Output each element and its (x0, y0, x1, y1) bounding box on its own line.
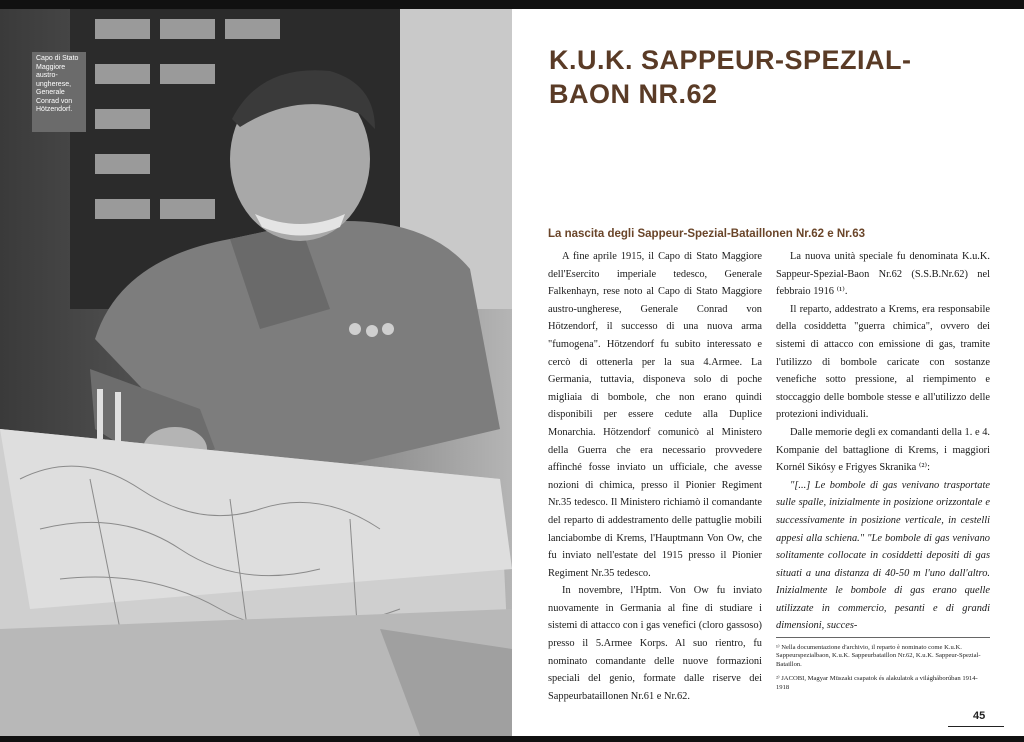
photo-general-at-map-table (0, 9, 512, 736)
paragraph: A fine aprile 1915, il Capo di Stato Maggiore dell'Esercito imperiale tedesco, Generale Falkenhayn, rese noto al Capo di Stato Maggiore austro-ungherese, Generale Conrad von Hötzendorf, il successo di una nuova arma "fumogena". Hötzendorf fu subito interessato e cercò di ottenerla per la sua 4.Armee. La Germania, tuttavia, disponeva solo di poche migliaia di bombole, che non erano quindi disponibili per essere cedute alla Duplice Monarchia. Hötzendorf comunicò al Ministero della Guerra che era necessario provvedere affinché fosse inviato un ufficiale, che avesse nozioni di chimica, presso il Pionier Regiment Nr.35 tedesco. Il Ministero richiamò il comandante del reparto di addestramento delle pattuglie mobili lanciabombe di Krems, l'Hauptmann Von Ow, che fu inviato nell'estate del 1915 presso il Pionier Regiment Nr.35 tedesco. (548, 251, 762, 579)
text-page (512, 9, 1024, 736)
footnotes (776, 637, 990, 698)
photo-caption: Capo di Stato Maggiore austro-ungherese, Generale Conrad von Hötzendorf. (32, 52, 86, 132)
section-subtitle: La nascita degli Sappeur-Spezial-Bataillonen Nr.62 e Nr.63 (548, 228, 865, 240)
paragraph: Il reparto, addestrato a Krems, era responsabile della cosiddetta "guerra chimica", ovvero dei sistemi di attacco con emissione di gas, tramite l'utilizzo di bombole caricate con sostanze venefiche sotto pressione, al riempimento e stoccaggio delle bombole stesse e all'utilizzo delle protezioni individuali. (776, 303, 990, 421)
page-title: K.U.K. SAPPEUR-SPEZIAL-BAON NR.62 (549, 45, 912, 109)
footnote: ¹⁾ Nella documentazione d'archivio, il reparto è nominato come K.u.K. Sappeurspezialbaon, K.u.K. Sappeurbataillon Nr.62, K.u.K. Sappeur-Spezial-Bataillon. (776, 644, 981, 668)
paragraph: Dalle memorie degli ex comandanti della 1. e 4. Kompanie del battaglione di Krems, i maggiori Kornél Sikósy e Frigyes Skranika ⁽²⁾: (776, 426, 990, 474)
footnote-divider (776, 637, 990, 638)
page-number-rule (948, 726, 1004, 727)
text-column-right (776, 248, 990, 635)
paragraph: La nuova unità speciale fu denominata K.u.K. Sappeur-Spezial-Baon Nr.62 (S.S.B.Nr.62) nel febbraio 1916 ⁽¹⁾. (776, 251, 990, 298)
page-number: 45 (973, 710, 986, 722)
text-column-left (548, 248, 762, 705)
top-border (0, 0, 1024, 9)
quote-paragraph: "[...] Le bombole di gas venivano trasportate sulle spalle, inizialmente in posizione orizzontale e successivamente in posizione verticale, in cestelli appesi alla schiena." "Le bombole di gas venivano solitamente collocate in cosiddetti depositi di gas situati a una distanza di 40-50 m l'uno dall'altro. Inizialmente le bombole di gas erano quelle utilizzate in commercio, pesanti e di grandi dimensioni, succes- (776, 479, 990, 632)
footnote: ²⁾ JACOBI, Magyar Müszaki csapatok és alakulatok a világháborúban 1914-1918 (776, 675, 978, 691)
paragraph: In novembre, l'Hptm. Von Ow fu inviato nuovamente in Germania al fine di studiare i sistemi di attacco con i gas venefici (cloro gassoso) presso il 5.Armee Korps. Al suo rientro, fu nominato comandante delle nuove formazioni speciali del genio, formate dalle riserve dei Sappeurbataillonen Nr.61 e Nr.62. (548, 585, 762, 702)
bottom-border (0, 736, 1024, 742)
